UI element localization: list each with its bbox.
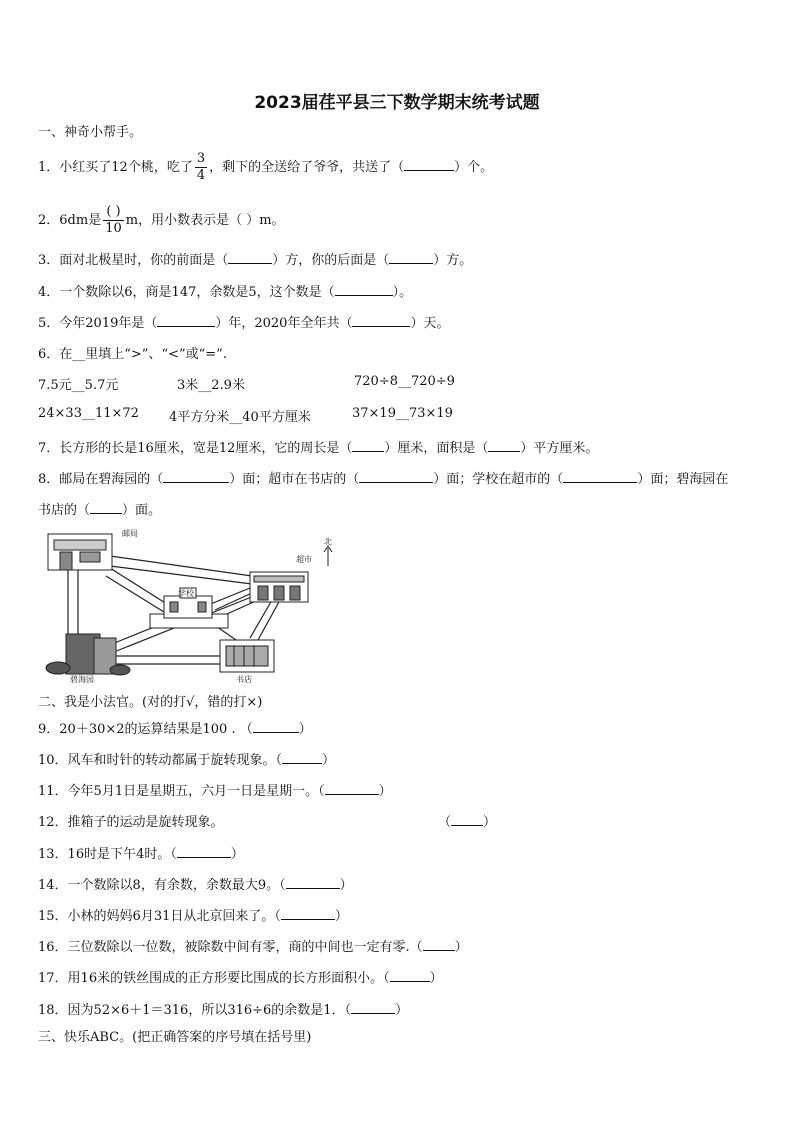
question-7: 7．长方形的长是16厘米，宽是12厘米，它的周长是（ ）厘米，面积是（ ）平方厘米。 (38, 441, 599, 456)
q17-blank[interactable] (390, 970, 430, 982)
section-3-heading: 三、快乐ABC。(把正确答案的序号填在括号里) (38, 1030, 312, 1045)
q1-answer-blank[interactable] (404, 159, 454, 171)
q2-fraction: $\frac{( )}{10}$ (105, 204, 122, 236)
page-title: 2023届荏平县三下数学期末统考试题 (254, 93, 540, 113)
question-4: 4．一个数除以6，商是147，余数是5，这个数是（ ）。 (38, 285, 413, 300)
q6-item: 24×33__11×72 (38, 406, 139, 421)
post-office-building (48, 534, 112, 570)
q8-blank-2[interactable] (359, 471, 433, 483)
q10-blank[interactable] (282, 752, 322, 764)
q3-blank-2[interactable] (389, 252, 433, 264)
map-label-post-office: 邮局 (122, 529, 138, 538)
section-1-heading: 一、神奇小帮手。 (38, 125, 143, 140)
location-map (40, 526, 340, 684)
question-17: 17．用16米的铁丝围成的正方形要比围成的长方形面积小。（ ） (38, 971, 443, 986)
question-13: 13．16时是下午4时。（ ） (38, 847, 244, 862)
q11-blank[interactable] (325, 783, 379, 795)
question-8: 8．邮局在碧海园的（ ）面；超市在书店的（ ）面；学校在超市的（ ）面；碧海园在 (38, 472, 729, 487)
north-arrow-icon (324, 546, 332, 566)
q15-blank[interactable] (281, 908, 335, 920)
map-label-north: 北 (324, 537, 332, 546)
question-11: 11．今年5月1日是星期五，六月一日是星期一。（ ） (38, 784, 392, 799)
bookstore-building (220, 640, 274, 672)
q5-blank-2[interactable] (352, 315, 410, 327)
question-18: 18．因为52×6＋1＝316，所以316÷6的余数是1．（ ） (38, 1003, 409, 1018)
supermarket-building (250, 572, 308, 602)
q6-item: 720÷8__720÷9 (354, 374, 455, 389)
question-6-stem: 6．在__里填上“>”、“<”或“=”. (38, 347, 227, 362)
q7-blank-2[interactable] (488, 440, 520, 452)
question-2 (38, 203, 285, 239)
q6-item: 37×19__73×19 (352, 406, 453, 421)
map-label-garden: 碧海园 (70, 675, 94, 684)
q6-item: 7.5元__5.7元 (38, 378, 119, 393)
question-16: 16．三位数除以一位数，被除数中间有零，商的中间也一定有零.（ ） (38, 940, 468, 955)
q3-blank-1[interactable] (228, 252, 272, 264)
q6-item: 3米__2.9米 (177, 378, 245, 393)
question-3: 3．面对北极星时，你的前面是（ ）方，你的后面是（ ）方。 (38, 253, 473, 268)
q13-blank[interactable] (177, 846, 231, 858)
q14-blank[interactable] (286, 877, 340, 889)
question-9: 9．20＋30×2的运算结果是100 . （ ） (38, 722, 312, 737)
q2-text-a: 2．6dm是 (38, 213, 102, 228)
question-5: 5．今年2019年是（ ）年，2020年全年共（ ）天。 (38, 316, 450, 331)
q12-blank[interactable] (451, 814, 483, 826)
q9-blank[interactable] (253, 721, 299, 733)
q5-blank-1[interactable] (157, 315, 215, 327)
q7-blank-1[interactable] (352, 440, 384, 452)
q1-text-c: ）个。 (454, 160, 494, 175)
section-2-heading: 二、我是小法官。(对的打√，错的打×) (38, 695, 263, 710)
map-label-supermarket: 超市 (296, 555, 312, 564)
q8-blank-4[interactable] (90, 502, 122, 514)
q12-answer: （ ） (438, 815, 497, 830)
q8-blank-1[interactable] (163, 471, 229, 483)
map-label-school: 学校 (178, 589, 194, 598)
q1-fraction: $\frac{3}{4}$ (196, 151, 206, 183)
question-1 (38, 150, 493, 186)
question-15: 15．小林的妈妈6月31日从北京回来了。（ ） (38, 909, 348, 924)
q2-text-b: m，用小数表示是（ ）m。 (125, 213, 285, 228)
question-8-cont: 书店的（ ）面。 (38, 503, 162, 518)
question-14: 14．一个数除以8，有余数，余数最大9。（ ） (38, 878, 353, 893)
q4-blank[interactable] (335, 284, 393, 296)
question-10: 10．风车和时针的转动都属于旋转现象。（ ） (38, 753, 336, 768)
q16-blank[interactable] (423, 939, 455, 951)
q8-blank-3[interactable] (563, 471, 637, 483)
q18-blank[interactable] (351, 1002, 395, 1014)
map-label-bookstore: 书店 (236, 675, 252, 684)
q1-text-b: ，剩下的全送给了爷爷，共送了（ (209, 160, 405, 175)
q6-item: 4平方分米__40平方厘米 (169, 410, 311, 425)
q1-text-a: 1．小红买了12个桃，吃了 (38, 160, 193, 175)
garden-building (46, 634, 130, 675)
question-12: 12．推箱子的运动是旋转现象。 (38, 815, 224, 830)
